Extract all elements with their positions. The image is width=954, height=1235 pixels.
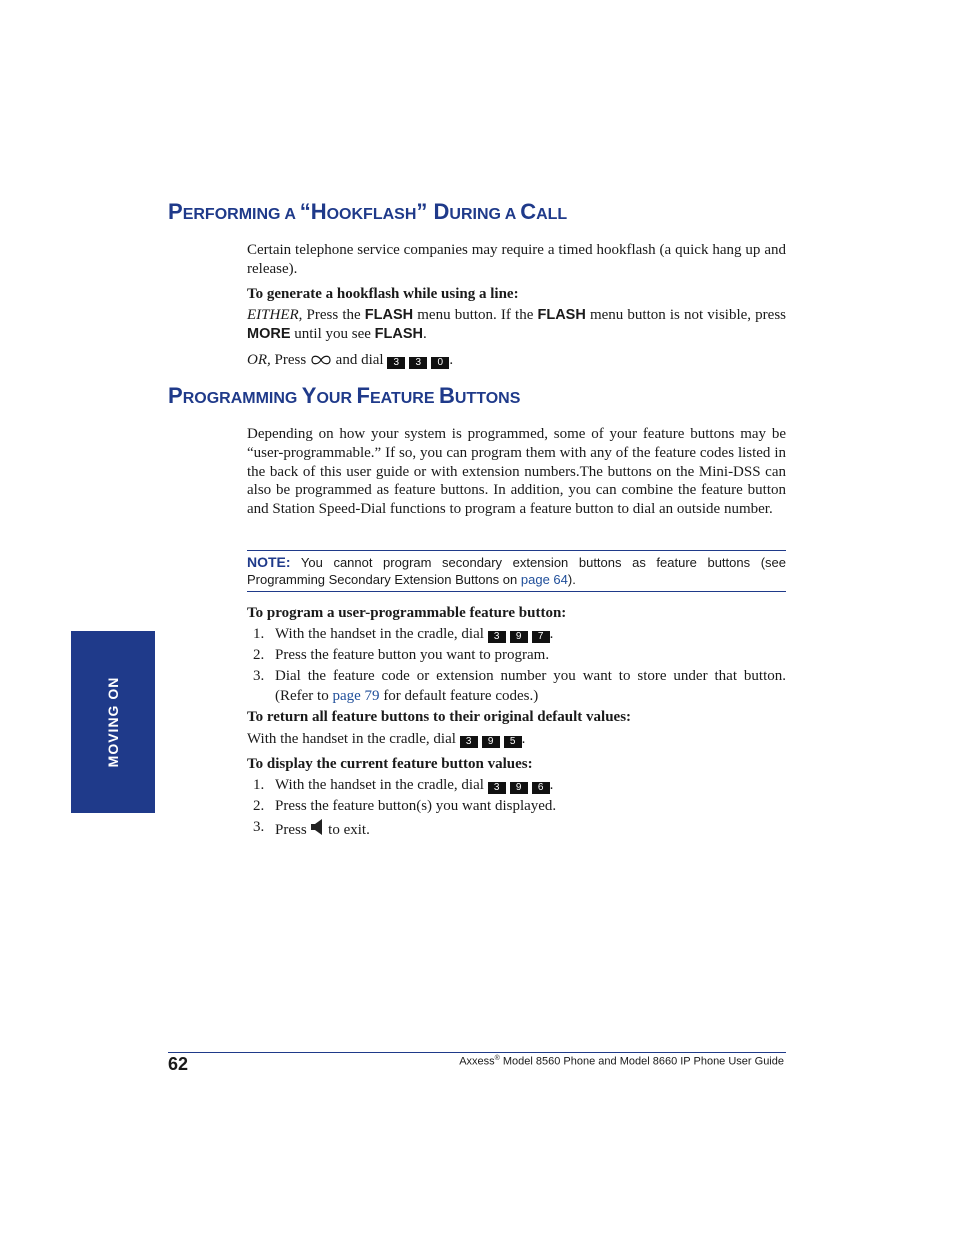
- dial-key: 3: [409, 357, 427, 369]
- dial-key: 9: [510, 631, 528, 643]
- speaker-icon: [310, 818, 324, 843]
- section-heading-hookflash: PERFORMING A “HOOKFLASH” DURING A CALL: [168, 199, 568, 224]
- dial-key: 9: [510, 782, 528, 794]
- section-heading-programming: PROGRAMMING YOUR FEATURE BUTTONS: [168, 383, 521, 408]
- hookflash-lead: To generate a hookflash while using a line:: [247, 286, 519, 302]
- dial-key: 3: [387, 357, 405, 369]
- page-64-link[interactable]: page 64: [520, 572, 568, 587]
- footer-rule: [168, 1052, 786, 1053]
- hookflash-either: EITHER, Press the FLASH menu button. If the FLASH menu button is not visible, press MORE until you see FLASH.: [247, 307, 786, 342]
- programming-intro: Depending on how your system is programmed, some of your feature buttons may be “user-programmable.” If so, you can program them with any of the feature codes listed in the back of this user guide or with extension numbers.The buttons on the Mini-DSS can also be programmed as feature buttons. In addition, you can combine the feature button and Station Speed-Dial functions to program a feature button to dial an outside number.: [247, 426, 786, 518]
- chapter-tab: [71, 631, 155, 813]
- dial-key: 3: [460, 736, 478, 748]
- page-79-link[interactable]: page 79: [332, 687, 380, 704]
- reset-lead: To return all feature buttons to their original default values:: [247, 709, 632, 725]
- dial-key: 6: [532, 782, 550, 794]
- page-number: 62: [168, 1054, 189, 1074]
- dial-key: 9: [482, 736, 500, 748]
- hookflash-icon: [310, 353, 332, 371]
- dial-key: 3: [488, 782, 506, 794]
- hookflash-or: OR, Press and dial 3 3 0 .: [247, 351, 453, 371]
- dial-key: 7: [532, 631, 550, 643]
- reset-instruction: With the handset in the cradle, dial 3 9 5 .: [247, 731, 526, 747]
- display-lead: To display the current feature button values:: [247, 756, 533, 772]
- note-label: NOTE:: [247, 554, 291, 570]
- footer-title: Axxess® Model 8560 Phone and Model 8660 IP Phone User Guide: [459, 1055, 784, 1068]
- dial-key: 3: [488, 631, 506, 643]
- hookflash-intro: Certain telephone service companies may require a timed hookflash (a quick hang up and release).: [247, 242, 786, 277]
- chapter-tab-label: MOVING ON: [105, 676, 121, 768]
- program-lead: To program a user-programmable feature button:: [247, 605, 567, 621]
- note-box: NOTE: You cannot program secondary extension buttons as feature buttons (see Programming Secondary Extension Buttons on page 64).: [247, 550, 786, 592]
- dial-key: 5: [504, 736, 522, 748]
- dial-key: 0: [431, 357, 449, 369]
